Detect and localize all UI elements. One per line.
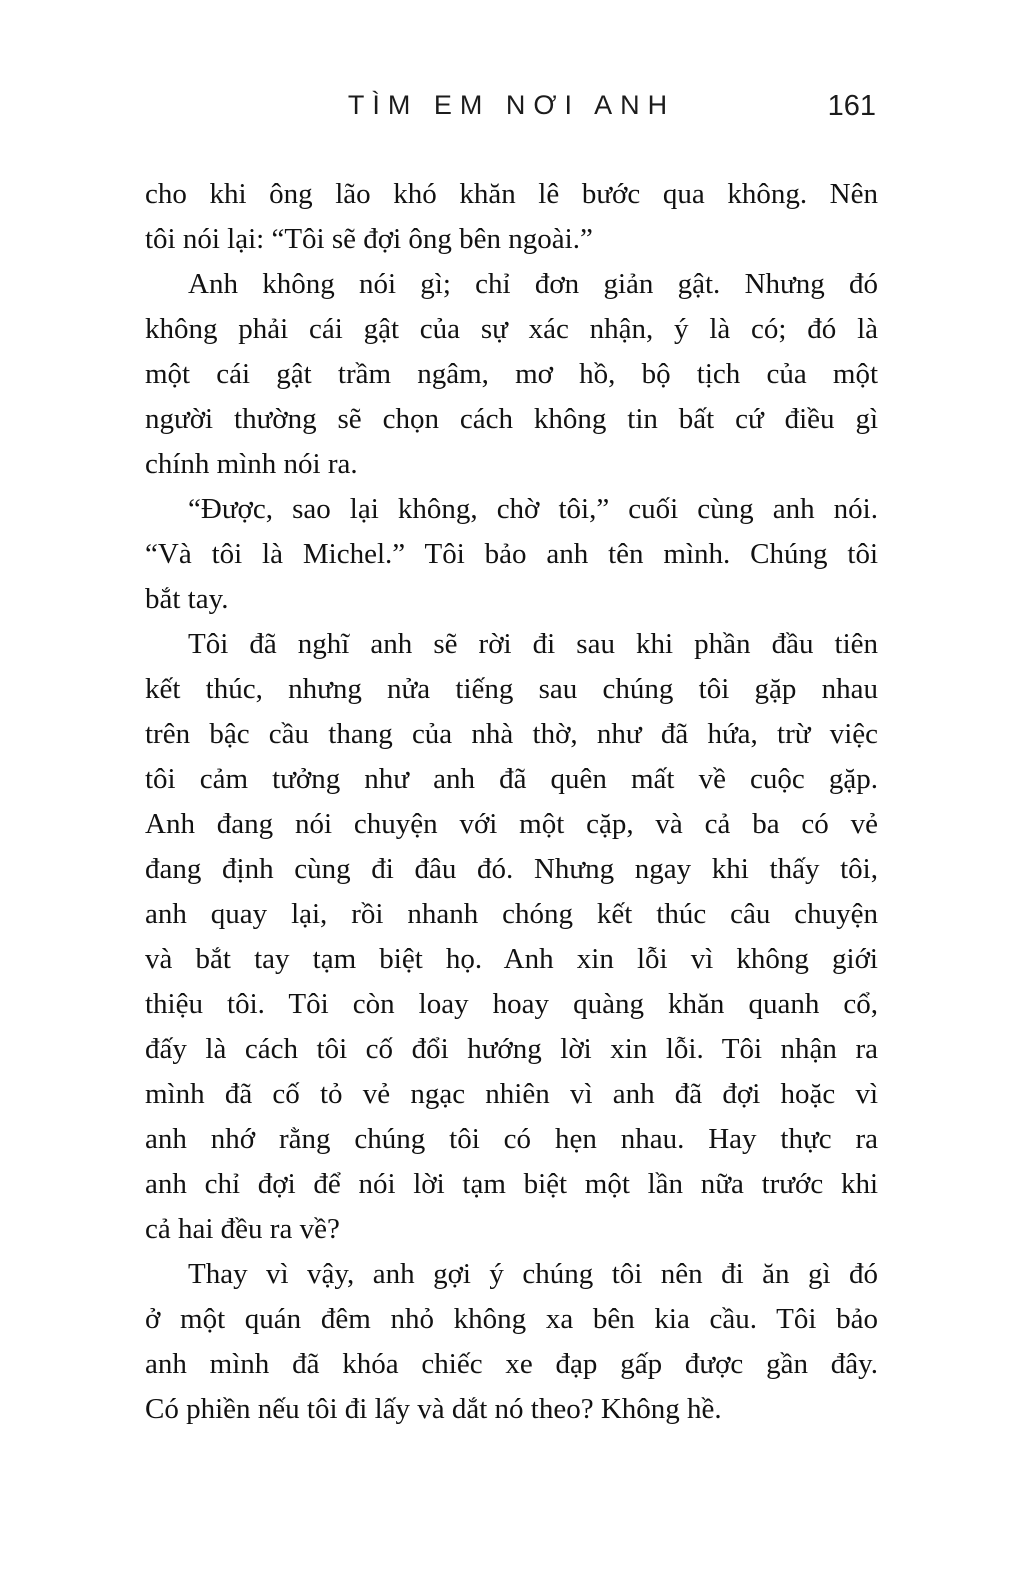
text-line: tôi cảm tưởng như anh đã quên mất về cuộc gặp. [145,763,878,795]
text-line: một cái gật trầm ngâm, mơ hồ, bộ tịch của một [145,358,878,390]
text-line: cả hai đều ra về? [145,1213,340,1245]
text-line: Thay vì vậy, anh gợi ý chúng tôi nên đi ăn gì đó [188,1258,878,1290]
text-line: ở một quán đêm nhỏ không xa bên kia cầu. Tôi bảo [145,1303,878,1335]
text-line: anh quay lại, rồi nhanh chóng kết thúc câu chuyện [145,898,878,930]
text-line: anh nhớ rằng chúng tôi có hẹn nhau. Hay thực ra [145,1123,878,1155]
running-header-title: TÌM EM NƠI ANH [347,90,676,120]
text-line: anh mình đã khóa chiếc xe đạp gấp được gần đây. [145,1348,878,1380]
text-line: chính mình nói ra. [145,448,358,480]
text-line: thiệu tôi. Tôi còn loay hoay quàng khăn quanh cổ, [145,988,878,1020]
text-line: Có phiền nếu tôi đi lấy và dắt nó theo? Không hề. [145,1393,722,1425]
page-body-text [145,172,878,1432]
text-line: tôi nói lại: “Tôi sẽ đợi ông bên ngoài.” [145,223,593,255]
text-line: cho khi ông lão khó khăn lê bước qua không. Nên [145,178,878,210]
text-line: đấy là cách tôi cố đổi hướng lời xin lỗi. Tôi nhận ra [145,1033,878,1065]
text-line: bắt tay. [145,583,229,615]
text-line: người thường sẽ chọn cách không tin bất cứ điều gì [145,403,878,435]
text-line: “Và tôi là Michel.” Tôi bảo anh tên mình. Chúng tôi [145,538,878,570]
text-line: mình đã cố tỏ vẻ ngạc nhiên vì anh đã đợi hoặc vì [145,1078,878,1110]
text-line: Anh đang nói chuyện với một cặp, và cả ba có vẻ [145,808,878,840]
text-line: Anh không nói gì; chỉ đơn giản gật. Nhưng đó [188,268,878,300]
text-line: trên bậc cầu thang của nhà thờ, như đã hứa, trừ việc [145,718,878,750]
text-line: và bắt tay tạm biệt họ. Anh xin lỗi vì không giới [145,943,878,975]
page-number: 161 [827,90,876,122]
text-line: Tôi đã nghĩ anh sẽ rời đi sau khi phần đầu tiên [188,628,878,660]
running-header [145,90,878,122]
text-line: đang định cùng đi đâu đó. Nhưng ngay khi thấy tôi, [145,853,878,885]
text-line: anh chỉ đợi để nói lời tạm biệt một lần nữa trước khi [145,1168,878,1200]
text-line: kết thúc, nhưng nửa tiếng sau chúng tôi gặp nhau [145,673,878,705]
text-line: “Được, sao lại không, chờ tôi,” cuối cùng anh nói. [188,493,878,525]
text-line: không phải cái gật của sự xác nhận, ý là có; đó là [145,313,878,345]
